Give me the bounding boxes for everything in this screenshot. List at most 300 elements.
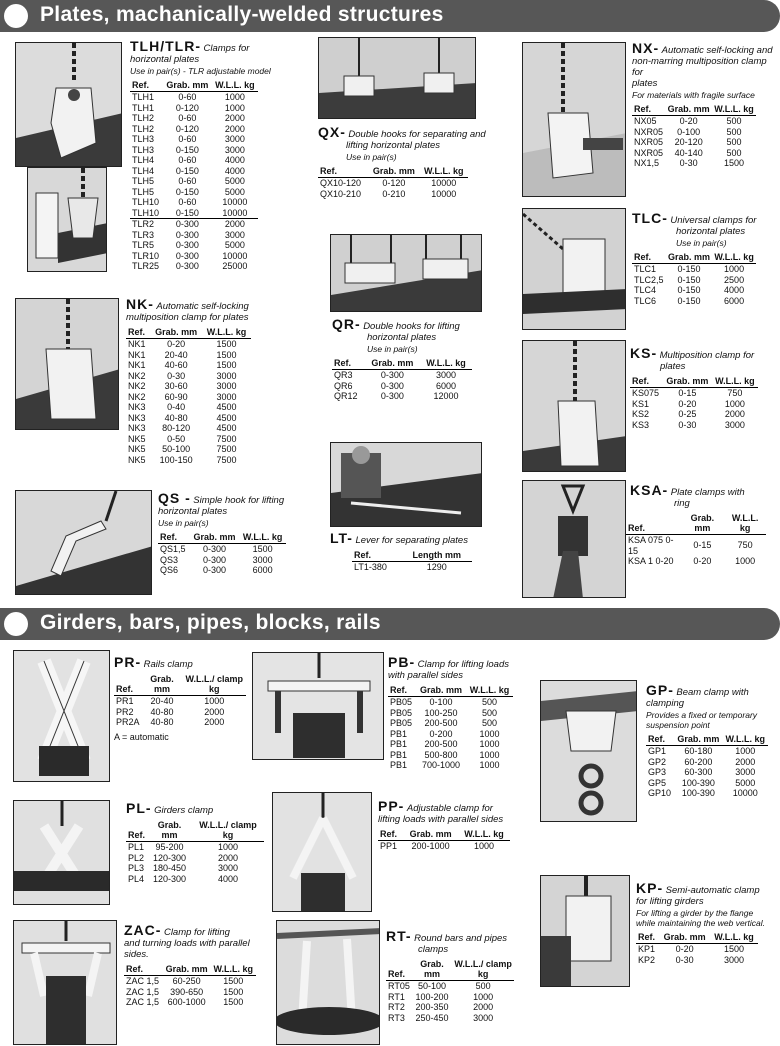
lt-lever-photo [330, 442, 482, 527]
product-code: LT- [330, 530, 353, 546]
table-cell: 3000 [224, 144, 245, 155]
product-desc: and turning loads with parallel [124, 938, 250, 949]
column-header: Ref. [386, 959, 412, 981]
table-cell: 1000 [473, 991, 494, 1002]
table-cell: 7500 [216, 444, 237, 454]
table-row [378, 841, 510, 852]
table-cell: 4000 [724, 285, 745, 295]
table-cell: 10000 [431, 178, 457, 188]
table-cell: TLR25 [132, 261, 160, 271]
table-cell: TLC6 [634, 295, 657, 306]
table-cell: 1000 [724, 264, 745, 274]
table-cell: 10000 [222, 250, 248, 261]
column-header: Ref. [388, 685, 416, 697]
column-header: W.L.L. kg [211, 964, 256, 976]
spec-table [630, 376, 758, 430]
product-pl [126, 800, 266, 884]
kp-clamp-photo [540, 875, 630, 987]
product-code: QR- [332, 316, 361, 332]
table-cell: 0-60 [178, 113, 197, 123]
table-cell: QS6 [160, 565, 179, 575]
table-row [126, 360, 251, 371]
table-row [388, 697, 513, 708]
table-cell: 700-1000 [422, 760, 461, 770]
table-cell: 60-90 [164, 391, 188, 402]
table-cell: 0-150 [677, 295, 701, 306]
table-cell: QR6 [334, 380, 353, 391]
table-row [130, 208, 258, 219]
table-cell: TLR5 [132, 240, 155, 250]
spec-table [158, 532, 286, 576]
nk-clamp-photo [15, 298, 119, 430]
table-cell: PL4 [128, 873, 145, 884]
table-cell: 1500 [216, 339, 237, 349]
table-cell: TLH2 [132, 123, 155, 134]
table-cell: 0-50 [167, 433, 186, 444]
table-cell: 0-120 [175, 123, 199, 134]
table-cell: ZAC 1,5 [126, 986, 160, 997]
table-row [130, 113, 258, 124]
product-code: PR- [114, 654, 142, 670]
product-desc: Clamp for lifting [163, 927, 230, 938]
table-cell: 1000 [474, 841, 495, 851]
table-row [646, 746, 768, 757]
table-cell: NXR05 [634, 137, 664, 147]
spec-table [636, 932, 758, 965]
column-header: Grab. mm [150, 327, 202, 339]
table-cell: 0-25 [678, 409, 697, 419]
product-desc: Double hooks for lifting [363, 321, 460, 332]
table-row [646, 788, 768, 799]
table-cell: 1500 [223, 997, 244, 1007]
table-cell: KP1 [638, 944, 656, 954]
table-cell: 25000 [222, 261, 248, 271]
table-cell: 12000 [433, 391, 459, 401]
table-cell: 2000 [224, 113, 245, 123]
table-cell: 40-140 [674, 147, 703, 158]
product-desc: Girders clamp [154, 805, 214, 816]
column-header: W.L.L. kg [420, 166, 469, 178]
product-desc: horizontal plates [367, 332, 437, 343]
product-zac [124, 922, 269, 1008]
product-gp [646, 682, 776, 799]
table-cell: 3000 [473, 1012, 494, 1023]
column-header: Ref. [646, 734, 674, 746]
table-cell: 20-40 [150, 696, 174, 706]
product-desc: Simple hook for lifting [193, 495, 285, 506]
column-header: W.L.L. kg [712, 104, 756, 116]
column-header: Ref. [130, 80, 163, 92]
table-cell: 0-300 [202, 565, 226, 575]
column-header: W.L.L. kg [712, 252, 756, 264]
qx-hook-photo [318, 37, 476, 119]
table-cell: TLC2,5 [634, 274, 664, 285]
table-cell: NK1 [128, 349, 146, 360]
table-row [630, 409, 758, 420]
table-cell: NXR05 [634, 126, 664, 137]
table-cell: 750 [737, 540, 753, 551]
table-cell: NK2 [128, 381, 146, 391]
table-cell: PR2 [116, 706, 134, 717]
table-cell: 500 [726, 126, 742, 137]
product-code: TLH/TLR- [130, 38, 201, 54]
table-row [130, 176, 258, 187]
table-cell: 0-120 [382, 178, 406, 188]
column-header: Grab. mm [190, 532, 239, 544]
table-cell: 1000 [217, 842, 238, 852]
table-row [632, 285, 756, 296]
table-cell: 7500 [216, 433, 237, 444]
product-desc: plates [660, 361, 686, 372]
table-cell: PB05 [390, 718, 413, 728]
column-header: Ref. [632, 252, 666, 264]
table-cell: TLH4 [132, 155, 155, 165]
table-cell: QS3 [160, 554, 179, 565]
table-cell: QS1,5 [160, 544, 186, 554]
product-desc: for lifting girders [636, 896, 704, 907]
table-row [130, 145, 258, 156]
table-cell: RT3 [388, 1012, 405, 1023]
table-cell: TLC1 [634, 264, 657, 274]
column-header: Grab. mm [681, 513, 725, 535]
product-desc: Multiposition clamp for [659, 350, 755, 361]
table-cell: PR1 [116, 696, 134, 706]
table-cell: TLH3 [132, 134, 155, 144]
ks-clamp-photo [522, 340, 626, 472]
column-header: Grab. mm [368, 166, 419, 178]
table-cell: 2500 [724, 274, 745, 285]
product-desc: Rails clamp [143, 659, 193, 670]
table-cell: 1500 [723, 944, 744, 954]
tlc-clamp-photo [522, 208, 626, 330]
table-row [388, 750, 513, 761]
table-cell: 0-300 [380, 380, 404, 391]
table-cell: 1000 [735, 746, 756, 756]
table-cell: 0-150 [175, 207, 199, 218]
product-code: KSA- [630, 482, 669, 498]
table-cell: 4000 [224, 165, 245, 176]
table-cell: TLH3 [132, 144, 155, 155]
table-cell: 2000 [724, 409, 745, 419]
table-cell: 1500 [223, 986, 244, 997]
table-cell: PR2A [116, 717, 140, 727]
product-desc: Automatic self-locking and [661, 45, 773, 56]
table-cell: 390-650 [170, 986, 204, 997]
table-cell: 5000 [224, 240, 245, 250]
table-cell: QR12 [334, 391, 358, 401]
product-desc: Clamps for [203, 43, 250, 54]
zac-clamp-photo [13, 920, 117, 1045]
product-note: A = automatic [114, 731, 169, 742]
table-row [632, 137, 756, 148]
product-desc: Lever for separating plates [355, 535, 468, 546]
table-cell: 1000 [224, 102, 245, 113]
table-cell: TLH10 [132, 197, 160, 207]
product-desc: Clamp for lifting loads [417, 659, 509, 670]
table-row [126, 455, 251, 466]
table-cell: 0-300 [175, 229, 199, 240]
column-header: Grab. mm [659, 932, 710, 944]
table-cell: 40-80 [164, 412, 188, 423]
table-cell: 600-1000 [167, 997, 206, 1007]
table-row [124, 976, 256, 987]
table-cell: 750 [727, 388, 743, 398]
column-header: Grab. mm [416, 685, 466, 697]
product-desc: plates [632, 78, 658, 89]
column-header: Grab. mm [147, 820, 192, 842]
table-row [126, 371, 251, 382]
product-desc: Plate clamps with [670, 487, 745, 498]
product-code: ZAC- [124, 922, 162, 938]
product-tlh [130, 38, 280, 272]
table-cell: NK5 [128, 433, 146, 444]
table-row [130, 103, 258, 114]
table-cell: NK3 [128, 412, 146, 423]
product-desc: non-marring multiposition clamp for [632, 56, 767, 78]
table-row [388, 729, 513, 740]
column-header: W.L.L./ clamp kg [452, 959, 514, 981]
table-row [632, 148, 756, 159]
table-cell: 2000 [204, 706, 225, 717]
product-sub: Use in pair(s) [346, 152, 397, 162]
table-cell: QX10-210 [320, 188, 362, 199]
spec-table [126, 820, 264, 884]
table-cell: 0-20 [678, 398, 697, 409]
table-cell: TLH1 [132, 92, 155, 102]
table-cell: 200-1000 [411, 841, 450, 851]
table-cell: 1500 [223, 976, 244, 986]
column-header: Grab. mm [365, 358, 420, 370]
table-cell: 0-210 [382, 188, 406, 199]
table-row [388, 760, 513, 771]
product-sub: suspension point [646, 720, 710, 730]
table-row [318, 189, 468, 200]
table-cell: 5000 [224, 176, 245, 186]
table-cell: 0-40 [167, 402, 186, 412]
table-cell: 2000 [224, 123, 245, 134]
table-cell: 2000 [212, 219, 258, 230]
nx-clamp-photo [522, 42, 626, 197]
product-code: PB- [388, 654, 416, 670]
product-desc: Semi-automatic clamp [665, 885, 760, 896]
section-banner-plates [0, 0, 780, 32]
table-cell: 1000 [735, 556, 756, 566]
table-cell: 1290 [426, 562, 447, 572]
column-header: Grab. mm [142, 674, 183, 696]
table-row [632, 127, 756, 138]
table-cell: 40-60 [164, 360, 188, 370]
table-row [130, 261, 258, 272]
table-cell: KS1 [632, 398, 650, 409]
table-cell: GP10 [648, 788, 672, 798]
table-cell: 80-120 [162, 423, 191, 433]
column-header: W.L.L. kg [710, 932, 758, 944]
column-header: Length mm [401, 550, 472, 562]
product-sub: Use in pair(s) [367, 344, 418, 354]
product-kp [636, 880, 776, 965]
table-cell: NK2 [128, 370, 146, 381]
table-cell: 0-60 [178, 92, 197, 102]
table-row [632, 116, 756, 127]
product-desc: sides. [124, 949, 149, 960]
spec-table [646, 734, 768, 799]
table-cell: 1000 [204, 696, 225, 706]
table-row [386, 992, 514, 1003]
table-cell: TLH2 [132, 113, 155, 123]
table-cell: NK2 [128, 391, 146, 402]
column-header: W.L.L. kg [712, 376, 758, 388]
column-header: Ref. [114, 674, 142, 696]
column-header: Ref. [630, 376, 663, 388]
table-cell: 0-300 [380, 370, 404, 380]
column-header: Ref. [378, 829, 403, 841]
table-cell: PB1 [390, 749, 408, 760]
product-code: KS- [630, 345, 658, 361]
table-cell: 100-390 [681, 788, 715, 798]
table-row [130, 219, 258, 230]
table-cell: 0-20 [167, 339, 186, 349]
table-cell: 0-30 [167, 370, 186, 381]
table-cell: PL1 [128, 842, 145, 852]
product-sub: Provides a fixed or temporary [646, 710, 758, 720]
table-cell: 3000 [724, 419, 745, 430]
column-header: Grab. mm [663, 376, 712, 388]
table-row [158, 565, 286, 576]
column-header: Grab. mm [412, 959, 452, 981]
table-cell: 1500 [252, 544, 273, 554]
table-cell: 500 [726, 116, 742, 126]
table-row [158, 555, 286, 566]
table-cell: KSA 075 0-15 [628, 535, 674, 556]
table-cell: TLH5 [132, 186, 155, 197]
table-row [126, 842, 264, 853]
table-cell: 3000 [252, 554, 273, 565]
table-cell: LT1-380 [354, 562, 387, 572]
product-tlc [632, 210, 777, 306]
product-desc: Beam clamp with [676, 687, 749, 698]
column-header: Grab. mm [665, 104, 712, 116]
table-cell: 0-150 [175, 186, 199, 197]
table-cell: PB05 [390, 697, 413, 707]
table-cell: 3000 [216, 370, 237, 381]
table-cell: 0-60 [178, 176, 197, 186]
table-cell: TLR10 [132, 250, 160, 261]
table-cell: 120-300 [152, 873, 186, 884]
table-cell: 40-80 [150, 706, 174, 717]
table-cell: NXR05 [634, 147, 664, 158]
spec-table [130, 80, 258, 272]
column-header: Grab. mm [163, 80, 212, 92]
column-header: Ref. [124, 964, 163, 976]
product-nx [632, 40, 777, 169]
table-cell: NX1,5 [634, 158, 660, 168]
table-row [114, 707, 246, 718]
pr-clamp-photo [13, 650, 110, 782]
table-cell: 0-60 [178, 197, 197, 207]
table-row [126, 423, 251, 434]
table-cell: PB05 [390, 707, 413, 718]
product-sub: while maintaining the web vertical. [636, 918, 765, 928]
table-cell: ZAC 1,5 [126, 997, 160, 1007]
table-cell: 50-100 [162, 444, 191, 454]
table-cell: 40-80 [150, 717, 174, 727]
qs-hook-photo [15, 490, 152, 595]
table-row [126, 392, 251, 403]
table-cell: 100-200 [415, 991, 449, 1002]
product-pp [378, 798, 523, 852]
table-row [352, 562, 472, 573]
table-cell: TLC4 [634, 285, 657, 295]
table-cell: 0-60 [178, 155, 197, 165]
column-header: Ref. [352, 550, 401, 562]
table-cell: 0-20 [693, 556, 712, 566]
table-cell: 10000 [431, 188, 457, 199]
table-cell: 3000 [723, 954, 744, 965]
table-cell: 60-200 [684, 756, 713, 767]
table-cell: 95-200 [155, 842, 184, 852]
spec-table [386, 959, 514, 1023]
rt-clamp-photo [276, 920, 380, 1045]
table-row [646, 778, 768, 789]
table-row [632, 158, 756, 169]
table-cell: 6000 [435, 380, 456, 391]
column-header: W.L.L. kg [724, 513, 766, 535]
table-row [130, 251, 258, 262]
table-cell: PL3 [128, 863, 145, 873]
table-cell: 2000 [735, 756, 756, 767]
product-desc: horizontal plates [676, 226, 746, 237]
table-cell: 20-40 [164, 349, 188, 360]
spec-table [632, 104, 756, 169]
table-row [388, 708, 513, 719]
column-header: Grab. mm [666, 252, 712, 264]
table-row [632, 264, 756, 275]
table-row [636, 955, 758, 966]
table-cell: 60-250 [172, 976, 201, 986]
tlr-clamp-photo [27, 167, 107, 272]
table-cell: 500-800 [424, 749, 458, 760]
product-desc: Round bars and pipes [414, 933, 508, 944]
table-cell: 60-300 [684, 767, 713, 777]
table-cell: RT05 [388, 981, 410, 991]
table-row [332, 391, 472, 402]
table-cell: 4500 [216, 412, 237, 423]
spec-table [626, 513, 766, 567]
table-cell: 2000 [204, 717, 225, 727]
table-row [646, 757, 768, 768]
column-header: Ref. [126, 820, 147, 842]
table-row [130, 124, 258, 135]
table-row [126, 350, 251, 361]
table-cell: 0-300 [175, 240, 199, 250]
column-header: Grab. mm [403, 829, 458, 841]
table-row [130, 134, 258, 145]
table-row [632, 296, 756, 307]
table-cell: TLR2 [130, 219, 163, 230]
product-sub: Use in pair(s) [676, 238, 727, 248]
column-header: W.L.L. kg [466, 685, 513, 697]
table-cell: PB1 [390, 760, 408, 770]
table-cell: 4500 [216, 402, 237, 412]
product-desc: Double hooks for separating and [348, 129, 486, 140]
column-header: Ref. [158, 532, 190, 544]
table-cell: GP5 [648, 777, 667, 788]
table-row [318, 178, 468, 189]
table-cell: 0-300 [202, 554, 226, 565]
column-header: W.L.L. kg [420, 358, 472, 370]
table-row [386, 1002, 514, 1013]
table-cell: 0-100 [429, 697, 453, 707]
